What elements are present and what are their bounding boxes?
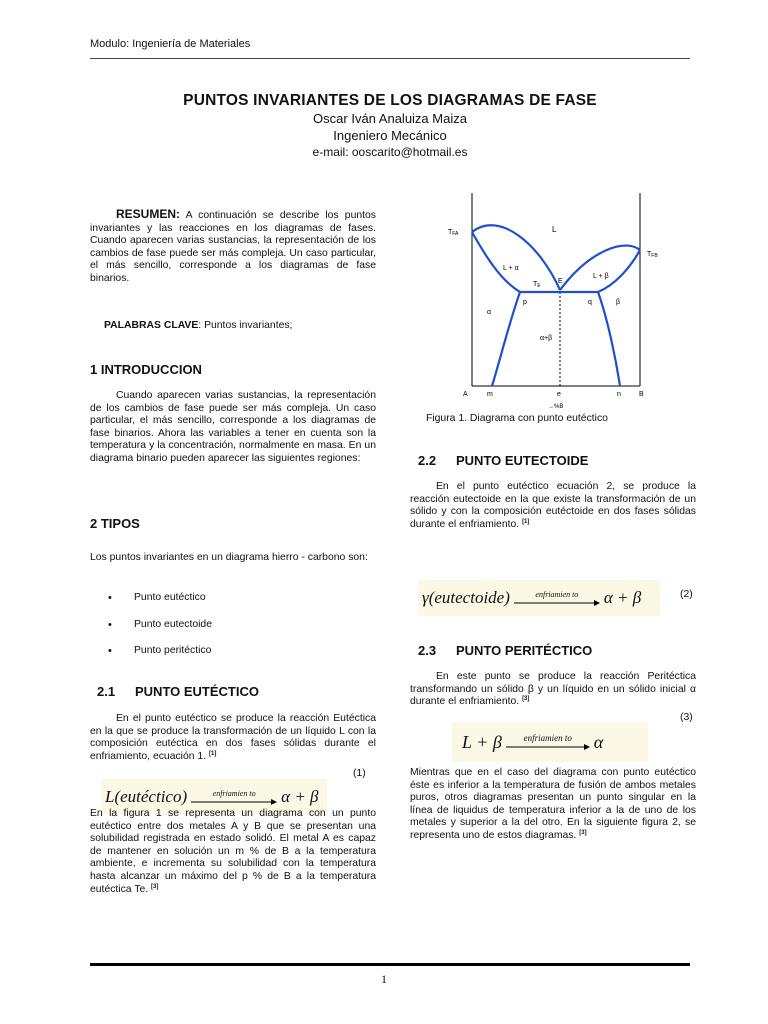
author-email: e-mail: ooscarito@hotmail.es	[312, 145, 468, 159]
solidus-left	[472, 232, 520, 292]
footer-rule	[90, 963, 690, 966]
eutectoide-paragraph	[410, 481, 696, 531]
label-te: TE	[533, 281, 541, 289]
peritectico-text: En este punto se produce la reacción Peritéctica transformando un sólido β y un líquido en un sólido inicial α durante el enfriamiento.	[410, 671, 696, 708]
label-alpha: α	[487, 309, 492, 316]
label-e-point: E	[558, 278, 563, 285]
label-a: A	[463, 391, 468, 398]
intro-paragraph	[90, 390, 376, 466]
abstract-text: A continuación se describe los puntos invariantes y las reacciones en los diagramas de fases. Cuando aparecen varias sustancias, la representación de los cambios de fase puede ser más compleja. Un caso particular, el más sencillo, corresponde a los diagramas de fase binarios.	[90, 210, 376, 284]
keywords	[104, 320, 384, 333]
arrow-label: enfriamien to	[523, 733, 572, 743]
eutectoide-text: En el punto eutéctico ecuación 2, se produce la reacción eutectoide en la que existe la transformación de un sólido y con la composición eutéctoide en dos fases sólidas durante el enfriamiento.	[410, 481, 696, 530]
citation: [1]	[522, 518, 530, 525]
equation-rhs: α + β	[603, 588, 642, 607]
arrow-icon	[191, 798, 277, 806]
eutectico-text: En el punto eutéctico se produce la reacción Eutéctica en la que se produce la transformación de un líquido L con la composición eutéctica en dos fases sólidas durante el enfriamiento, ecuación 1.	[90, 713, 376, 762]
reaction-arrow	[514, 590, 600, 607]
section-number: 2.2	[418, 453, 437, 468]
reaction-arrow	[191, 789, 277, 806]
citation: [3]	[522, 696, 530, 703]
figure-1-caption: Figura 1. Diagrama con punto eutéctico	[426, 413, 608, 424]
section-heading-eutectoide	[418, 453, 588, 468]
author-role: Ingeniero Mecánico	[333, 128, 447, 143]
page-number: 1	[381, 972, 387, 986]
label-n: n	[617, 391, 621, 398]
equation-lhs: L + β	[462, 731, 502, 752]
header-rule	[90, 58, 690, 59]
label-tfa: TFA	[448, 229, 459, 237]
label-liquid: L	[552, 225, 557, 234]
figure-1	[440, 190, 665, 412]
bullet-text: Punto eutectoide	[134, 618, 212, 630]
reaction-arrow	[506, 733, 590, 751]
section-number: 2.3	[418, 643, 437, 658]
equation-rhs: α	[593, 731, 604, 752]
label-m: m	[487, 391, 493, 398]
eutectico-paragraph	[90, 713, 376, 763]
bullet-icon: •	[108, 618, 112, 631]
arrow-icon	[514, 599, 600, 607]
running-head: Modulo: Ingeniería de Materiales	[90, 38, 251, 50]
list-item	[108, 645, 212, 672]
section-number: 2.1	[97, 684, 116, 699]
solvus-left	[492, 292, 520, 386]
equation-rhs: α + β	[281, 787, 319, 806]
label-beta: β	[616, 299, 621, 306]
solidus-right	[598, 250, 640, 292]
paper-title: PUNTOS INVARIANTES DE LOS DIAGRAMAS DE FASE	[183, 92, 597, 109]
citation: [3]	[579, 829, 587, 836]
label-l-alpha: L + α	[503, 265, 519, 272]
label-p: p	[523, 299, 527, 306]
section-title: PUNTO EUTECTOIDE	[456, 453, 589, 468]
equation-number: (3)	[680, 712, 693, 723]
abstract	[90, 208, 376, 286]
list-item	[108, 619, 212, 646]
label-percent-b: →%B	[548, 404, 564, 410]
eutectico-after-paragraph	[90, 808, 376, 896]
equation-lhs: L(eutéctico)	[105, 787, 188, 806]
keywords-label: PALABRAS CLAVE	[104, 320, 199, 331]
intro-text: Cuando aparecen varias sustancias, la representación de los cambios de fase puede ser más compleja. Un caso particular, el más sencillo, corresponde a los diagramas de fase binarios. Ahora las variables a tener en cuenta son la temperatura y la concentración, normalmente en masa. En un diagrama binario pueden aparecer las siguientes regiones:	[90, 390, 376, 464]
citation: [1]	[209, 750, 217, 757]
equation-number: (1)	[353, 768, 366, 779]
arrow-label: enfriamien to	[535, 589, 579, 599]
label-tfb: TFB	[647, 251, 658, 259]
equation-number: (2)	[680, 589, 693, 600]
bullet-text: Punto peritéctico	[134, 645, 212, 656]
peritectico-paragraph	[410, 671, 696, 709]
bullet-icon: •	[108, 645, 112, 657]
arrow-label: enfriamien to	[212, 788, 256, 798]
label-alpha-beta: α+β	[540, 335, 553, 342]
phase-diagram	[440, 190, 665, 412]
section-heading-eutectico	[97, 684, 259, 699]
tipos-bullet-list	[108, 592, 212, 672]
section-title: PUNTO PERITÉCTICO	[456, 643, 593, 658]
tipos-text: Los puntos invariantes en un diagrama hierro - carbono son:	[90, 552, 368, 563]
label-q: q	[588, 299, 592, 306]
label-e: e	[557, 391, 561, 398]
author-name: Oscar Iván Analuiza Maiza	[313, 111, 467, 126]
label-b: B	[639, 391, 644, 398]
phase-boundaries	[472, 225, 640, 386]
equation-3	[452, 722, 648, 762]
tipos-paragraph	[90, 552, 376, 565]
abstract-label: RESUMEN:	[116, 207, 181, 221]
bullet-text: Punto eutéctico	[134, 592, 206, 603]
peritectico-after-text: Mientras que en el caso del diagrama con punto eutéctico éste es inferior a la temperatura de fusión de ambos metales puros, otros diagramas presentan un punto singular en la línea de liquidus de temperatura inferior a la de uno de los metales y superior a la del otro. En la siguiente figura 2, se representa uno de estos diagramas.	[410, 767, 696, 841]
section-title: PUNTO EUTÉCTICO	[135, 684, 259, 699]
list-item	[108, 592, 212, 619]
arrow-icon	[506, 743, 590, 751]
section-heading-peritectico	[418, 643, 592, 658]
section-heading-tipos: 2 TIPOS	[90, 516, 140, 531]
solvus-right	[598, 292, 620, 386]
liquidus-left	[472, 225, 560, 290]
equation-2	[418, 580, 660, 616]
citation: [3]	[151, 883, 159, 890]
equation-lhs: γ(eutectoide)	[422, 588, 510, 607]
title-block	[90, 92, 690, 160]
eutectico-after-text: En la figura 1 se representa un diagrama con un punto eutéctico entre dos metales A y B que se presentan una solubilidad registrada en estado solidó. El metal A es capaz de mantener en solución un m % de B a la temperatura ambiente, e incrementa su solubilidad con la temperatura hasta alcanzar un máximo del p % de B a la temperatura eutéctica Te.	[90, 808, 376, 895]
bullet-icon: •	[108, 592, 112, 604]
peritectico-after-paragraph	[410, 767, 696, 843]
keywords-text: : Puntos invariantes;	[198, 320, 293, 331]
label-l-beta: L + β	[593, 273, 609, 280]
section-heading-intro: 1 INTRODUCCION	[90, 362, 202, 377]
